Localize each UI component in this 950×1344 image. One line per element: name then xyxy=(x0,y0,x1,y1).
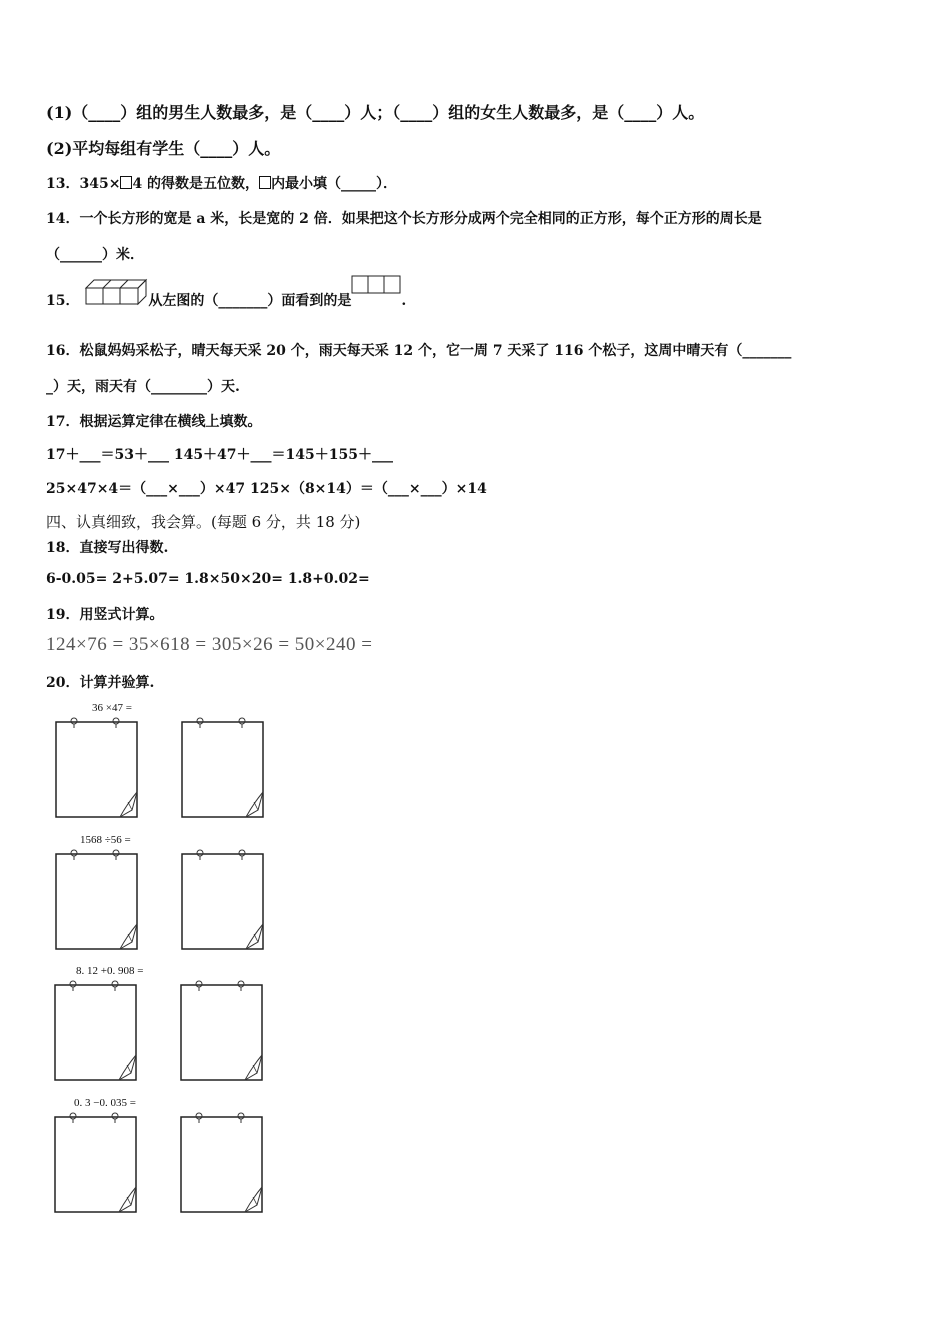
q12-line2: (2)平均每组有学生（____）人。 xyxy=(46,139,281,158)
scratch-pad xyxy=(177,1109,267,1215)
q18-line: 6-0.05= 2+5.07= 1.8×50×20= 1.8+0.02= xyxy=(46,571,370,587)
q17-line1: 17＋___＝53＋___ 145＋47＋___＝145＋155＋___ xyxy=(46,447,393,463)
q15-post: . xyxy=(401,293,407,309)
q20-problem-label: 0. 3 −0. 035 = xyxy=(74,1097,136,1109)
q13-mid: 4 的得数是五位数， xyxy=(132,176,260,192)
q16-line2: _）天，雨天有（________）天. xyxy=(46,379,240,395)
scratch-pad xyxy=(178,714,268,820)
cube-stack-figure xyxy=(84,276,148,306)
q14-line2: （______）米． xyxy=(46,247,144,263)
q20-problem-label: 36 ×47 = xyxy=(92,702,132,714)
q14-line1: 14．一个长方形的宽是 a 米，长是宽的 2 倍．如果把这个长方形分成两个完全相同的正方形，每个正方形的周长是 xyxy=(46,211,762,227)
q17-title: 17．根据运算定律在横线上填数。 xyxy=(46,414,262,430)
square-box-icon xyxy=(259,176,271,189)
q13-post: 内最小填（_____）． xyxy=(271,176,398,192)
square-box-icon xyxy=(120,176,132,189)
q15-pre: 15． xyxy=(46,293,80,309)
q19-line: 124×76 = 35×618 = 305×26 = 50×240 = xyxy=(46,634,373,655)
scratch-pad xyxy=(51,977,141,1083)
three-square-view-figure xyxy=(351,275,401,295)
q16-line1: 16．松鼠妈妈采松子，晴天每天采 20 个，雨天每天采 12 个，它一周 7 天采了 116 个松子，这周中晴天有（_______ xyxy=(46,343,792,359)
q15-mid: 从左图的（_______）面看到的是 xyxy=(148,293,352,309)
q20-problem-label: 8. 12 +0. 908 = xyxy=(76,965,144,977)
q13-pre: 13．345× xyxy=(46,176,121,192)
scratch-pad xyxy=(51,1109,141,1215)
scratch-pad xyxy=(52,846,142,952)
q17-line2: 25×47×4＝（___×___）×47 125×（8×14）＝（___×___）×14 xyxy=(46,481,487,497)
scratch-pad xyxy=(52,714,142,820)
scratch-pad xyxy=(178,846,268,952)
q20-title: 20．计算并验算. xyxy=(46,675,155,691)
section-4-title: 四、认真细致，我会算。(每题 6 分，共 18 分) xyxy=(46,513,361,531)
q18-title: 18．直接写出得数. xyxy=(46,540,169,556)
question-13 xyxy=(46,173,397,193)
q12-line1: (1)（____）组的男生人数最多，是（____）人；（____）组的女生人数最多，是（____）人。 xyxy=(46,103,705,122)
q20-problem-label: 1568 ÷56 = xyxy=(80,834,131,846)
question-15 xyxy=(46,275,406,310)
q19-title: 19．用竖式计算。 xyxy=(46,607,164,623)
scratch-pad xyxy=(177,977,267,1083)
